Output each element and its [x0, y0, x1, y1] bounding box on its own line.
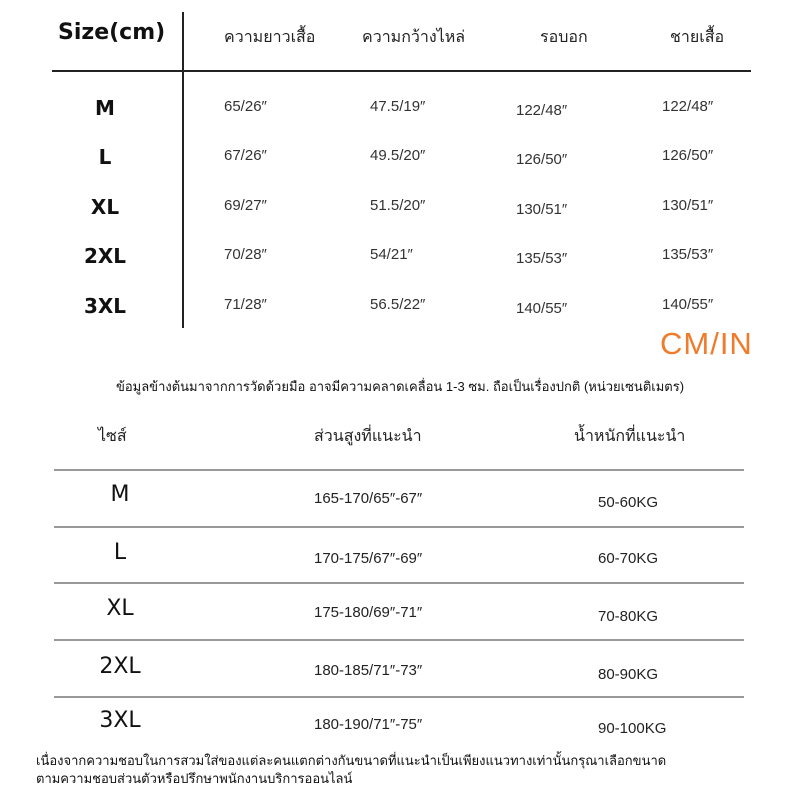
rec-weight-value: 70-80KG: [598, 608, 659, 625]
rec-size-label: XL: [106, 596, 134, 621]
header-hem: ชายเสื้อ: [670, 27, 725, 46]
rec-height-value: 170-175/67″-69″: [314, 550, 423, 567]
rec-height-value: 165-170/65″-67″: [314, 490, 423, 507]
shoulder-value: 49.5/20″: [370, 147, 426, 164]
hem-value: 122/48″: [662, 98, 714, 115]
size-label: XL: [90, 195, 120, 219]
rec-row-2xl: [0, 654, 800, 704]
header-shoulder: ความกว้างไหล่: [362, 27, 466, 46]
size-row-2xl: [0, 244, 800, 284]
rec-size-label: M: [110, 482, 130, 507]
hem-value: 130/51″: [662, 197, 714, 214]
footer-note: [36, 752, 786, 788]
header-length: ความยาวเสื้อ: [224, 27, 316, 46]
rec-row-l: [0, 540, 800, 590]
length-value: 69/27″: [224, 197, 267, 214]
rec-header-weight: น้ำหนักที่แนะนำ: [574, 426, 686, 445]
unit-badge: CM/IN: [660, 326, 753, 361]
size-label: 2XL: [83, 244, 127, 268]
size-chart-table: [0, 0, 800, 340]
shoulder-value: 56.5/22″: [370, 296, 426, 313]
header-divider: [52, 70, 751, 72]
length-value: 65/26″: [224, 98, 267, 115]
shoulder-value: 51.5/20″: [370, 197, 426, 214]
rec-weight-value: 90-100KG: [598, 720, 667, 737]
hem-value: 135/53″: [662, 246, 714, 263]
shoulder-value: 47.5/19″: [370, 98, 426, 115]
size-row-m: [0, 96, 800, 136]
size-label: M: [95, 96, 115, 120]
row-divider: [54, 469, 744, 471]
rec-height-value: 180-185/71″-73″: [314, 662, 423, 679]
hem-value: 140/55″: [662, 296, 714, 313]
rec-size-label: 2XL: [99, 654, 141, 679]
rec-header-size: ไซส์: [98, 426, 127, 445]
size-label: 3XL: [83, 294, 127, 318]
size-row-xl: [0, 195, 800, 235]
footer-note-line-2: ตามความชอบส่วนตัวหรือปรึกษาพนักงานบริการออนไลน์: [36, 771, 353, 786]
rec-weight-value: 60-70KG: [598, 550, 659, 567]
footer-note-line-1: เนื่องจากความชอบในการสวมใส่ของแต่ละคนแตกต่างกันขนาดที่แนะนำเป็นเพียงแนวทางเท่านั้นกรุณาเลือกขนาด: [36, 753, 667, 768]
rec-size-label: L: [113, 540, 127, 565]
shoulder-value: 54/21″: [370, 246, 413, 263]
rec-row-m: [0, 482, 800, 532]
rec-row-3xl: [0, 708, 800, 758]
size-label: L: [98, 145, 112, 169]
chest-value: 126/50″: [516, 151, 568, 168]
chest-value: 130/51″: [516, 201, 568, 218]
rec-height-value: 175-180/69″-71″: [314, 604, 423, 621]
rec-height-value: 180-190/71″-75″: [314, 716, 423, 733]
rec-row-xl: [0, 596, 800, 646]
chest-value: 135/53″: [516, 250, 568, 267]
rec-weight-value: 80-90KG: [598, 666, 659, 683]
measurement-note: ข้อมูลข้างต้นมาจากการวัดด้วยมือ อาจมีความคลาดเคลื่อน 1-3 ซม. ถือเป็นเรื่องปกติ (หน่วยเซนติเมตร): [115, 379, 685, 394]
header-size: Size(cm): [58, 20, 166, 45]
length-value: 71/28″: [224, 296, 267, 313]
chest-value: 140/55″: [516, 300, 568, 317]
rec-size-label: 3XL: [99, 708, 141, 733]
size-row-l: [0, 145, 800, 185]
header-chest: รอบอก: [540, 27, 588, 46]
recommendation-table: [0, 410, 800, 750]
length-value: 70/28″: [224, 246, 267, 263]
chest-value: 122/48″: [516, 102, 568, 119]
rec-header-height: ส่วนสูงที่แนะนำ: [314, 426, 422, 445]
rec-weight-value: 50-60KG: [598, 494, 659, 511]
hem-value: 126/50″: [662, 147, 714, 164]
length-value: 67/26″: [224, 147, 267, 164]
